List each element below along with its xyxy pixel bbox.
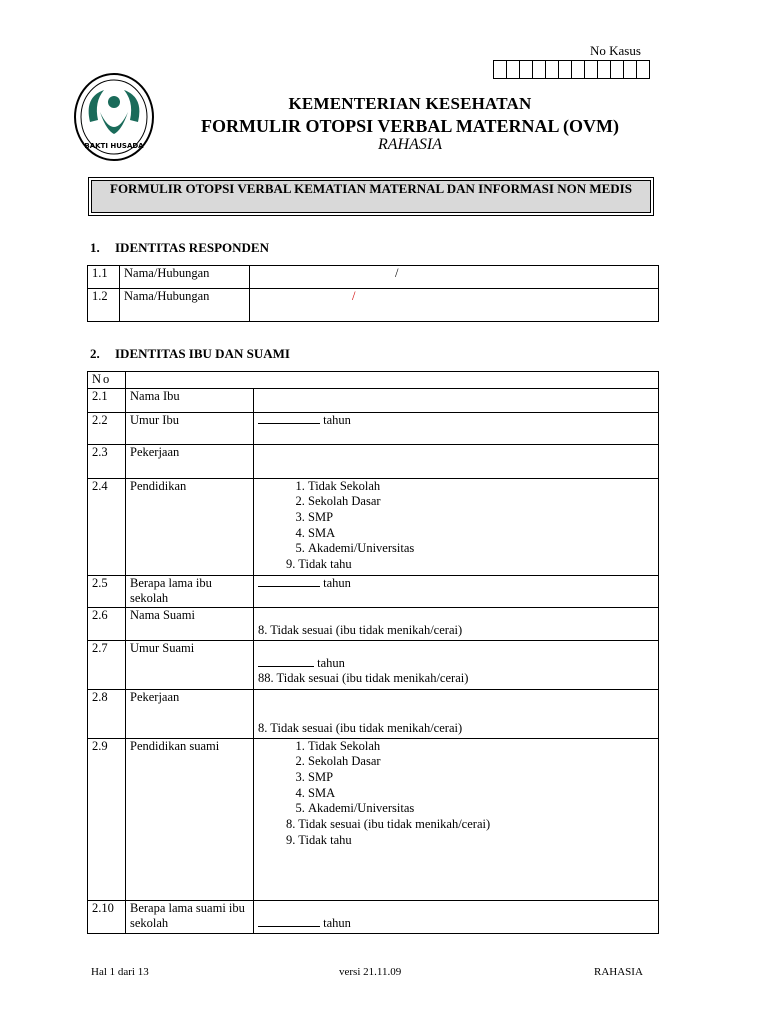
row-label: Pekerjaan xyxy=(126,444,254,478)
mother-age-input[interactable]: tahun xyxy=(254,412,659,444)
form-subtitle-box xyxy=(88,177,654,216)
form-subtitle: FORMULIR OTOPSI VERBAL KEMATIAN MATERNAL DAN INFORMASI NON MEDIS xyxy=(91,180,651,213)
row-number: 2.1 xyxy=(88,388,126,412)
row-label: Nama Ibu xyxy=(126,388,254,412)
row-label: Pendidikan xyxy=(126,478,254,575)
option-item[interactable]: 5. Akademi/Universitas xyxy=(308,801,654,817)
page-number: Hal 1 dari 13 xyxy=(91,966,149,978)
row-label: Pekerjaan xyxy=(126,689,254,738)
row-number: 2.3 xyxy=(88,444,126,478)
table-header-row xyxy=(88,372,659,389)
option-item[interactable]: 8. Tidak sesuai (ibu tidak menikah/cerai) xyxy=(286,817,491,832)
mother-husband-table xyxy=(87,371,659,934)
section-1-heading: 1. IDENTITAS RESPONDEN xyxy=(90,240,269,255)
table-row xyxy=(88,266,659,289)
table-row xyxy=(88,689,659,738)
row-label: Umur Suami xyxy=(126,640,254,689)
option-item[interactable]: 5. Akademi/Universitas xyxy=(308,541,654,557)
respondent-2-input[interactable]: / xyxy=(250,289,659,322)
confidential-label: RAHASIA xyxy=(378,136,442,153)
no-kasus-label: No Kasus xyxy=(590,43,641,58)
row-number: 2.4 xyxy=(88,478,126,575)
row-label: Berapa lama ibu sekolah xyxy=(126,575,254,607)
row-number: 2.2 xyxy=(88,412,126,444)
row-number: 2.7 xyxy=(88,640,126,689)
table-row xyxy=(88,388,659,412)
table-row xyxy=(88,444,659,478)
row-label: Nama/Hubungan xyxy=(120,266,250,289)
version-label: versi 21.11.09 xyxy=(339,966,402,978)
org-name: KEMENTERIAN KESEHATAN xyxy=(288,94,532,113)
mother-name-input[interactable] xyxy=(254,388,659,412)
mother-education-options[interactable] xyxy=(254,478,659,575)
row-number: 2.10 xyxy=(88,900,126,933)
form-title: FORMULIR OTOPSI VERBAL MATERNAL (OVM) xyxy=(200,116,620,136)
row-label: Nama/Hubungan xyxy=(120,289,250,322)
no-header: No xyxy=(88,372,126,389)
bakti-husada-logo xyxy=(72,72,156,162)
option-item[interactable]: 4. SMA xyxy=(308,526,654,542)
row-number: 2.8 xyxy=(88,689,126,738)
option-item[interactable]: 9. Tidak tahu xyxy=(286,557,352,572)
table-row xyxy=(88,738,659,900)
section-2-heading: 2. IDENTITAS IBU DAN SUAMI xyxy=(90,346,290,361)
option-item[interactable]: 1. Tidak Sekolah xyxy=(308,479,654,495)
table-row xyxy=(88,575,659,607)
row-number: 2.6 xyxy=(88,607,126,640)
row-number: 2.5 xyxy=(88,575,126,607)
row-number: 1.1 xyxy=(88,266,120,289)
table-row xyxy=(88,607,659,640)
respondent-1-input[interactable]: / xyxy=(250,266,659,289)
row-label: Berapa lama suami ibu sekolah xyxy=(126,900,254,933)
option-item[interactable]: 4. SMA xyxy=(308,786,654,802)
respondent-table xyxy=(87,265,659,322)
table-row xyxy=(88,412,659,444)
option-item[interactable]: 2. Sekolah Dasar xyxy=(308,754,654,770)
option-item[interactable]: 1. Tidak Sekolah xyxy=(308,739,654,755)
row-number: 2.9 xyxy=(88,738,126,900)
mother-occupation-input[interactable] xyxy=(254,444,659,478)
row-label: Pendidikan suami xyxy=(126,738,254,900)
husband-occupation-input[interactable]: 8. Tidak sesuai (ibu tidak menikah/cerai) xyxy=(254,689,659,738)
husband-school-years-input[interactable]: tahun xyxy=(254,900,659,933)
mother-school-years-input[interactable]: tahun xyxy=(254,575,659,607)
table-row xyxy=(88,478,659,575)
case-number-boxes[interactable] xyxy=(493,60,650,79)
table-row xyxy=(88,289,659,322)
option-item[interactable]: 9. Tidak tahu xyxy=(286,832,352,847)
row-label: Nama Suami xyxy=(126,607,254,640)
table-row xyxy=(88,640,659,689)
husband-name-input[interactable]: 8. Tidak sesuai (ibu tidak menikah/cerai) xyxy=(254,607,659,640)
footer-confidential: RAHASIA xyxy=(594,966,643,978)
option-item[interactable]: 2. Sekolah Dasar xyxy=(308,494,654,510)
husband-education-options[interactable] xyxy=(254,738,659,900)
svg-text:BAKTI HUSADA: BAKTI HUSADA xyxy=(84,142,144,150)
row-label: Umur Ibu xyxy=(126,412,254,444)
row-number: 1.2 xyxy=(88,289,120,322)
option-item[interactable]: 3. SMP xyxy=(308,770,654,786)
table-row xyxy=(88,900,659,933)
husband-age-input[interactable]: tahun 88. Tidak sesuai (ibu tidak menikah/cerai) xyxy=(254,640,659,689)
option-item[interactable]: 3. SMP xyxy=(308,510,654,526)
